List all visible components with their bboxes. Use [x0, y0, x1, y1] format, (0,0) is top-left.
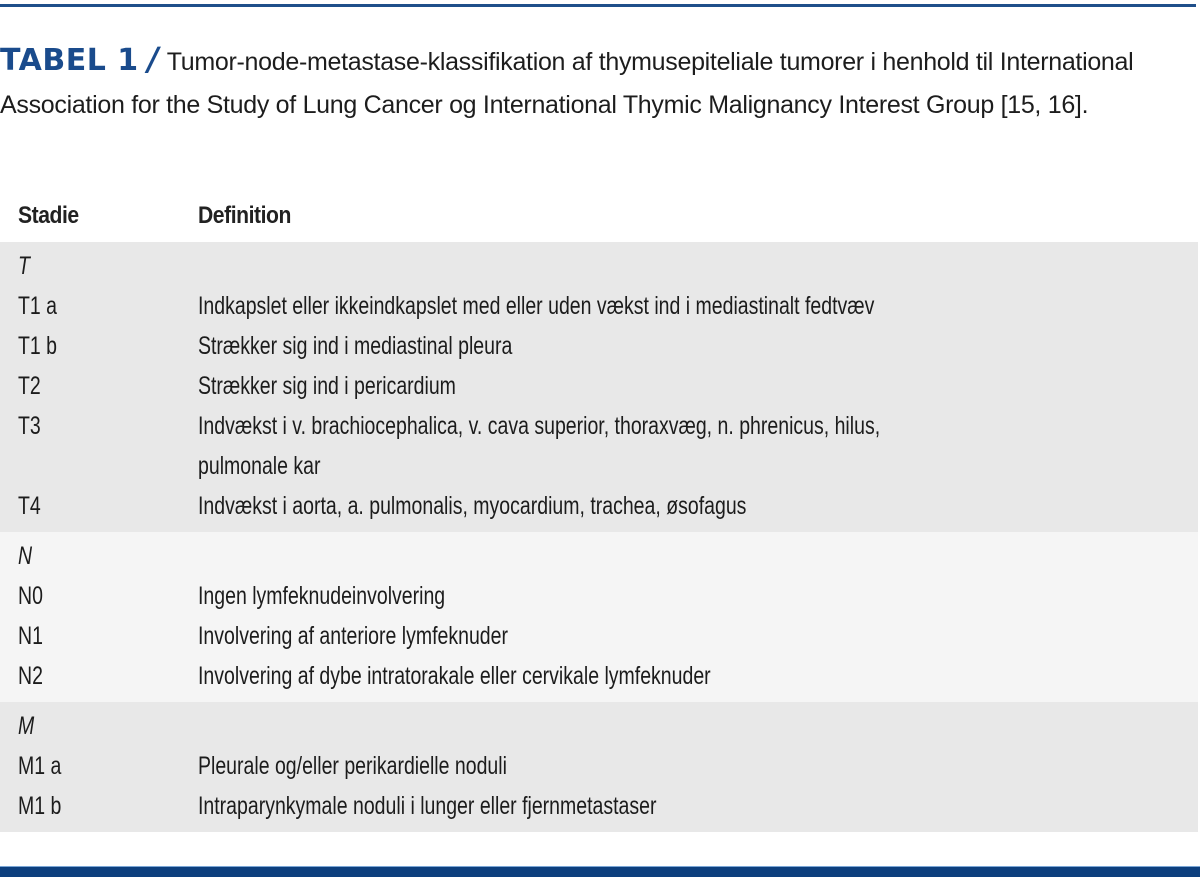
definition-cell: Indvækst i aorta, a. pulmonalis, myocardium, trachea, øsofagus	[198, 492, 747, 520]
definition-cell: Ingen lymfeknudeinvolvering	[198, 582, 446, 610]
stage-cell: T1 b	[18, 332, 58, 360]
stage-cell: M1 a	[18, 752, 62, 780]
table-row	[0, 486, 1198, 526]
stage-cell: T4	[18, 492, 41, 520]
table-row	[0, 406, 1198, 446]
table-row	[0, 366, 1198, 406]
stage-cell: T3	[18, 412, 41, 440]
table-header-row	[0, 190, 1198, 242]
definition-cell: Indvækst i v. brachiocephalica, v. cava superior, thoraxvæg, n. phrenicus, hilus,	[198, 412, 881, 440]
group-label: N	[18, 542, 33, 570]
table-row	[0, 656, 1198, 696]
top-rule	[0, 4, 1196, 7]
definition-cell-continuation: pulmonale kar	[198, 452, 321, 480]
caption-separator: /	[144, 40, 163, 78]
group-label-row	[0, 246, 1198, 286]
table-row	[0, 326, 1198, 366]
group-label-row	[0, 536, 1198, 576]
definition-cell: Strækker sig ind i pericardium	[198, 372, 456, 400]
group-label: M	[18, 712, 35, 740]
definition-cell: Pleurale og/eller perikardielle noduli	[198, 752, 507, 780]
group-m	[0, 702, 1198, 832]
group-label: T	[18, 252, 30, 280]
group-t	[0, 242, 1198, 532]
group-n	[0, 532, 1198, 702]
table-row	[0, 576, 1198, 616]
table-caption	[0, 38, 1190, 127]
table-row	[0, 746, 1198, 786]
header-stadie: Stadie	[18, 202, 79, 229]
caption-text: Tumor-node-metastase-klassifikation af thymusepiteliale tumorer i henhold til International Association for the Study of Lung Cancer og International Thymic Malignancy Interest Group [15, 16].	[0, 48, 1134, 119]
definition-cell: Strækker sig ind i mediastinal pleura	[198, 332, 513, 360]
stage-cell: T2	[18, 372, 41, 400]
stage-cell: N0	[18, 582, 43, 610]
definition-cell: Involvering af anteriore lymfeknuder	[198, 622, 509, 650]
bottom-rule	[0, 866, 1200, 877]
tnm-table	[0, 190, 1198, 832]
stage-cell: M1 b	[18, 792, 62, 820]
table-row-continuation	[0, 446, 1198, 486]
stage-cell: T1 a	[18, 292, 58, 320]
definition-cell: Indkapslet eller ikkeindkapslet med eller uden vækst ind i mediastinalt fedtvæv	[198, 292, 875, 320]
table-row	[0, 786, 1198, 826]
stage-cell: N2	[18, 662, 43, 690]
table-row	[0, 286, 1198, 326]
group-label-row	[0, 706, 1198, 746]
definition-cell: Involvering af dybe intratorakale eller cervikale lymfeknuder	[198, 662, 711, 690]
header-definition: Definition	[198, 202, 291, 229]
table-row	[0, 616, 1198, 656]
stage-cell: N1	[18, 622, 43, 650]
table-label: TABEL 1	[0, 43, 139, 78]
definition-cell: Intraparynkymale noduli i lunger eller fjernmetastaser	[198, 792, 657, 820]
